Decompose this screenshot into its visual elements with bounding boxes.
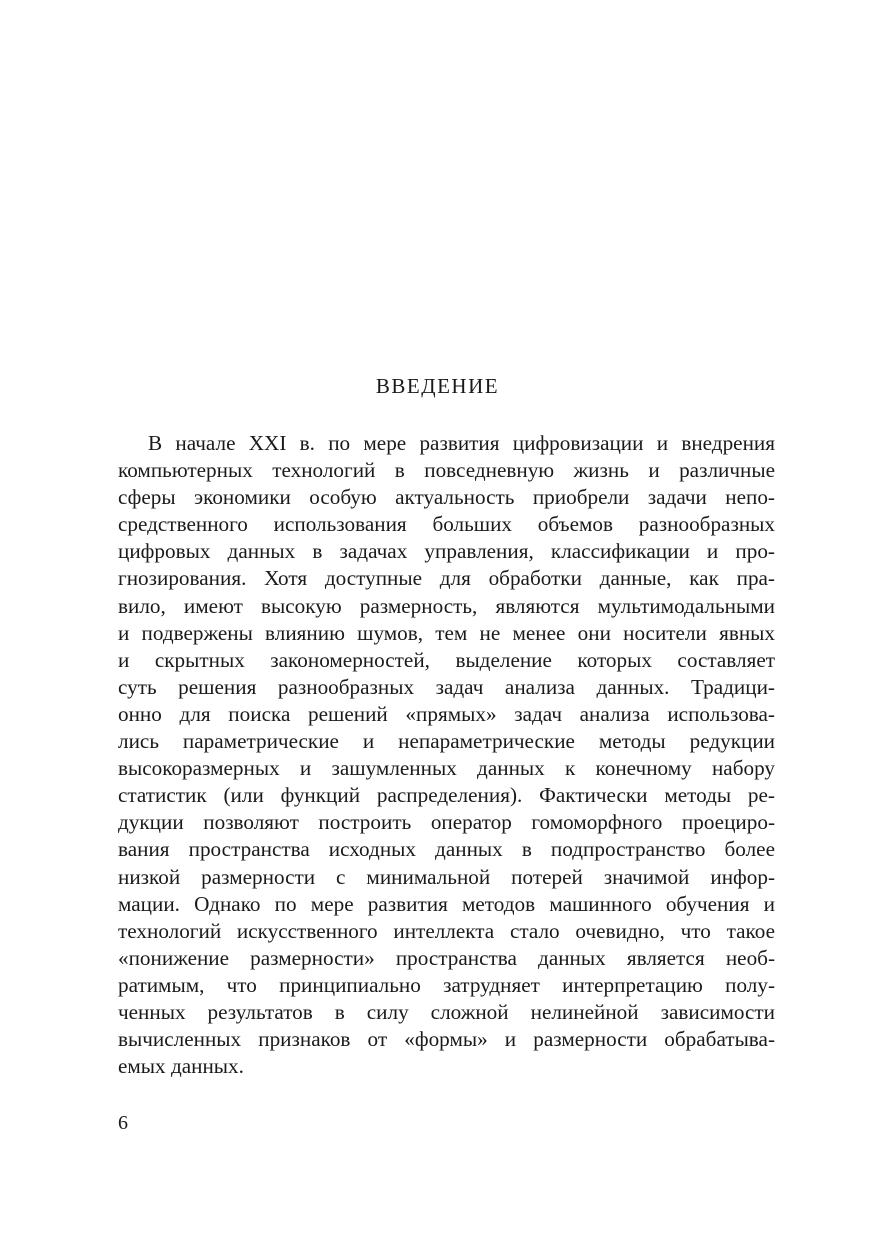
text-line: емых данных. [118,1054,244,1079]
text-line: статистик (или функций распределения). Фактически методы ре- [118,783,775,808]
text-line: В начале XXI в. по мере развития цифровизации и внедрения [148,431,775,455]
text-line: онно для поиска решений «прямых» задач анализа использова- [118,701,775,726]
text-line: цифровых данных в задачах управления, классификации и про- [118,539,775,564]
text-line: ратимым, что принципиально затрудняет интерпретацию полу- [118,972,775,997]
page-number: 6 [118,1112,128,1134]
text-line: средственного использования больших объемов разнообразных [118,512,775,537]
text-line: дукции позволяют построить оператор гомоморфного проециро- [118,810,775,835]
text-line: вания пространства исходных данных в подпространство более [118,837,775,862]
text-line: вило, имеют высокую размерность, являются мультимодальными [118,593,775,618]
text-line: мации. Однако по мере развития методов машинного обучения и [118,891,775,916]
text-line: и скрытных закономерностей, выделение которых составляет [118,647,775,672]
text-line: суть решения разнообразных задач анализа данных. Традици- [118,674,775,699]
text-line: высокоразмерных и зашумленных данных к конечному набору [118,756,775,781]
text-line: «понижение размерности» пространства данных является необ- [118,945,775,970]
text-line: технологий искусственного интеллекта стало очевидно, что такое [118,918,775,943]
body-paragraph [118,430,775,1080]
text-line: низкой размерности с минимальной потерей значимой инфор- [118,864,775,889]
text-line: и подвержены влиянию шумов, тем не менее они носители явных [118,620,775,645]
text-line: лись параметрические и непараметрические методы редукции [118,729,775,754]
text-line: ченных результатов в силу сложной нелинейной зависимости [118,999,775,1024]
text-line: вычисленных признаков от «формы» и размерности обрабатыва- [118,1027,775,1052]
text-line: компьютерных технологий в повседневную жизнь и различные [118,458,775,483]
text-line: сферы экономики особую актуальность приобрели задачи непо- [118,485,775,510]
text-line: гнозирования. Хотя доступные для обработки данные, как пра- [118,566,775,591]
section-heading: ВВЕДЕНИЕ [375,374,500,398]
